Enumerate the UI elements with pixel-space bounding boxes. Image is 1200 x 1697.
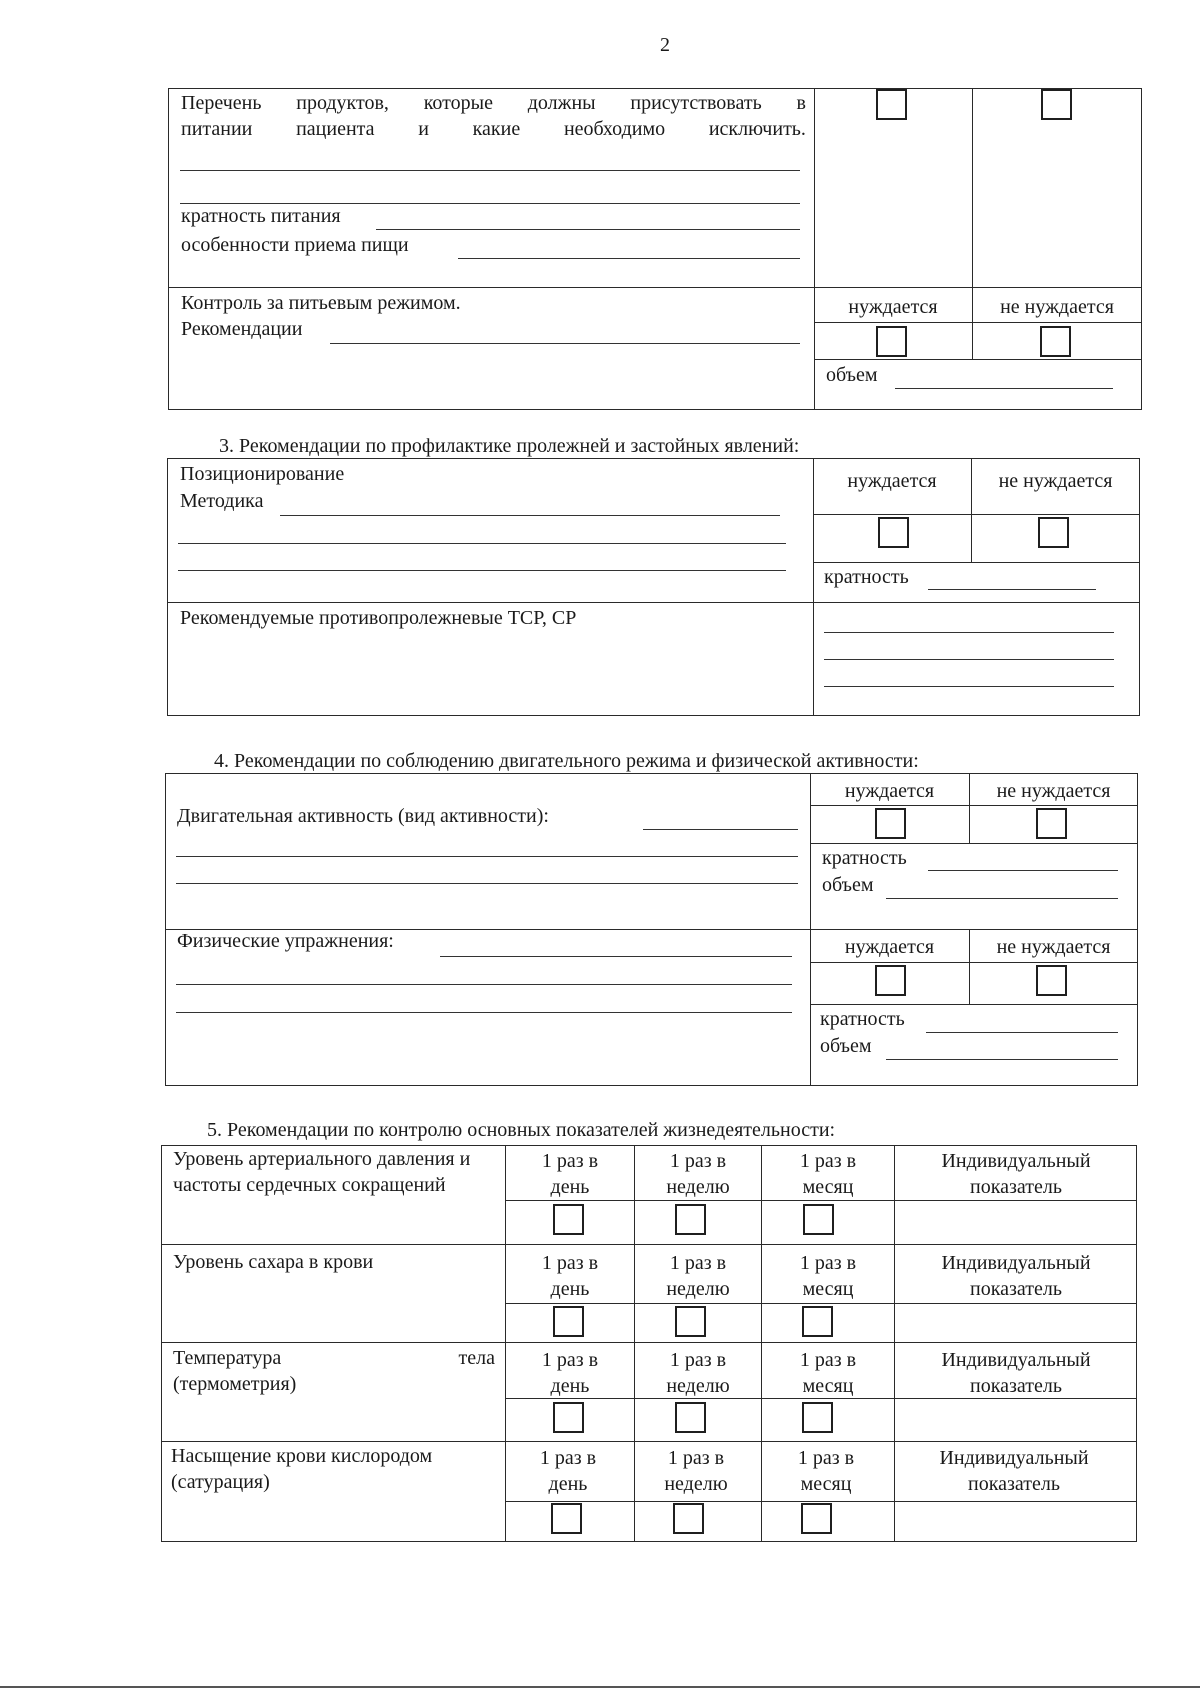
sat-individual-header: Индивидуальный показатель (939, 1447, 1089, 1495)
positioning-not-needs-header: не нуждается (998, 470, 1113, 492)
positioning-frequency-blank[interactable] (928, 589, 1096, 590)
tsr-blank-3[interactable] (824, 686, 1114, 687)
motor-activity-blank-1[interactable] (643, 829, 798, 830)
motor-frequency-label: кратность (822, 847, 907, 869)
meal-features-label: особенности приема пищи (181, 234, 409, 256)
method-label: Методика (180, 490, 264, 512)
tsr-blank-2[interactable] (824, 659, 1114, 660)
exercises-needs-header: нуждается (844, 936, 935, 958)
motor-volume-label: объем (822, 874, 874, 896)
exercises-volume-blank[interactable] (886, 1059, 1118, 1060)
sugar-monthly-checkbox[interactable] (802, 1306, 833, 1337)
vital-row-temperature-label: Температура тела (173, 1347, 495, 1369)
nutrition-needs-checkbox[interactable] (876, 89, 907, 120)
temp-daily-header: 1 раз в день (541, 1349, 599, 1397)
positioning-not-needs-checkbox[interactable] (1038, 517, 1069, 548)
vital-row-saturation-label: Насыщение крови кислородом (сатурация) (171, 1445, 433, 1493)
products-blank-line-1[interactable] (180, 170, 800, 171)
exercises-needs-checkbox[interactable] (875, 965, 906, 996)
page-bottom-rule (0, 1686, 1200, 1688)
bp-weekly-checkbox[interactable] (675, 1204, 706, 1235)
motor-activity-blank-3[interactable] (176, 883, 798, 884)
drinking-needs-checkbox[interactable] (876, 326, 907, 357)
exercises-blank-3[interactable] (176, 1012, 792, 1013)
drinking-recommendations-label: Рекомендации (181, 318, 303, 340)
motor-volume-blank[interactable] (886, 898, 1118, 899)
exercises-frequency-label: кратность (820, 1008, 905, 1030)
tsr-blank-1[interactable] (824, 632, 1114, 633)
exercises-frequency-blank[interactable] (926, 1032, 1118, 1033)
sugar-weekly-header: 1 раз в неделю (666, 1252, 730, 1300)
bp-individual-header: Индивидуальный показатель (941, 1150, 1091, 1198)
positioning-needs-header: нуждается (847, 470, 937, 492)
temp-monthly-header: 1 раз в месяц (799, 1349, 857, 1397)
nutrition-description-line2: питании пациента и какие необходимо исключить. (181, 118, 806, 140)
positioning-frequency-label: кратность (824, 566, 909, 588)
drinking-recommendations-blank[interactable] (330, 343, 800, 344)
tsr-label: Рекомендуемые противопролежневые ТСР, СР (180, 607, 577, 629)
sugar-daily-header: 1 раз в день (541, 1252, 599, 1300)
exercises-blank-1[interactable] (440, 956, 792, 957)
drinking-control-title: Контроль за питьевым режимом. (181, 292, 461, 314)
sugar-daily-checkbox[interactable] (553, 1306, 584, 1337)
sat-weekly-header: 1 раз в неделю (664, 1447, 728, 1495)
drinking-not-needs-header: не нуждается (1000, 296, 1114, 318)
motor-not-needs-header: не нуждается (996, 780, 1111, 802)
exercises-blank-2[interactable] (176, 984, 792, 985)
bp-monthly-header: 1 раз в месяц (799, 1150, 857, 1198)
nutrition-description-line1: Перечень продуктов, которые должны присутствовать в (181, 92, 806, 114)
sugar-individual-header: Индивидуальный показатель (941, 1252, 1091, 1300)
bp-daily-checkbox[interactable] (553, 1204, 584, 1235)
temp-monthly-checkbox[interactable] (802, 1402, 833, 1433)
nutrition-not-needs-checkbox[interactable] (1041, 89, 1072, 120)
exercises-not-needs-checkbox[interactable] (1036, 965, 1067, 996)
motor-not-needs-checkbox[interactable] (1036, 808, 1067, 839)
motor-activity-label: Двигательная активность (вид активности): (177, 805, 549, 827)
page-number: 2 (660, 34, 670, 56)
section-4-title: 4. Рекомендации по соблюдению двигательного режима и физической активности: (214, 750, 919, 772)
drinking-not-needs-checkbox[interactable] (1040, 326, 1071, 357)
method-blank-3[interactable] (178, 570, 786, 571)
motor-needs-checkbox[interactable] (875, 808, 906, 839)
sugar-monthly-header: 1 раз в месяц (799, 1252, 857, 1300)
sat-monthly-header: 1 раз в месяц (797, 1447, 855, 1495)
exercises-not-needs-header: не нуждается (996, 936, 1111, 958)
method-blank-2[interactable] (178, 543, 786, 544)
sat-weekly-checkbox[interactable] (673, 1503, 704, 1534)
positioning-label: Позиционирование (180, 463, 345, 485)
meal-features-blank[interactable] (458, 258, 800, 259)
vital-row-temperature-sublabel: (термометрия) (173, 1373, 297, 1395)
temp-individual-header: Индивидуальный показатель (941, 1349, 1091, 1397)
sat-monthly-checkbox[interactable] (801, 1503, 832, 1534)
temp-daily-checkbox[interactable] (553, 1402, 584, 1433)
bp-weekly-header: 1 раз в неделю (666, 1150, 730, 1198)
bedsore-prevention-table (167, 458, 1140, 716)
temp-weekly-header: 1 раз в неделю (666, 1349, 730, 1397)
motor-needs-header: нуждается (844, 780, 935, 802)
motor-activity-blank-2[interactable] (176, 856, 798, 857)
exercises-label: Физические упражнения: (177, 930, 394, 952)
section-5-title: 5. Рекомендации по контролю основных показателей жизнедеятельности: (207, 1119, 836, 1141)
sat-daily-checkbox[interactable] (551, 1503, 582, 1534)
bp-daily-header: 1 раз в день (541, 1150, 599, 1198)
section-3-title: 3. Рекомендации по профилактике пролежней и застойных явлений: (219, 435, 800, 457)
positioning-needs-checkbox[interactable] (878, 517, 909, 548)
sat-daily-header: 1 раз в день (539, 1447, 597, 1495)
sugar-weekly-checkbox[interactable] (675, 1306, 706, 1337)
drinking-volume-blank[interactable] (895, 388, 1113, 389)
temp-weekly-checkbox[interactable] (675, 1402, 706, 1433)
drinking-needs-header: нуждается (848, 296, 938, 318)
meal-frequency-blank[interactable] (376, 229, 800, 230)
vital-row-sugar-label: Уровень сахара в крови (173, 1251, 374, 1273)
exercises-volume-label: объем (820, 1035, 872, 1057)
meal-frequency-label: кратность питания (181, 205, 341, 227)
drinking-volume-label: объем (826, 364, 878, 386)
bp-monthly-checkbox[interactable] (803, 1204, 834, 1235)
motor-frequency-blank[interactable] (928, 870, 1118, 871)
method-blank-1[interactable] (280, 515, 780, 516)
vital-row-bp-hr-label: Уровень артериального давления и частоты сердечных сокращений (173, 1148, 471, 1196)
